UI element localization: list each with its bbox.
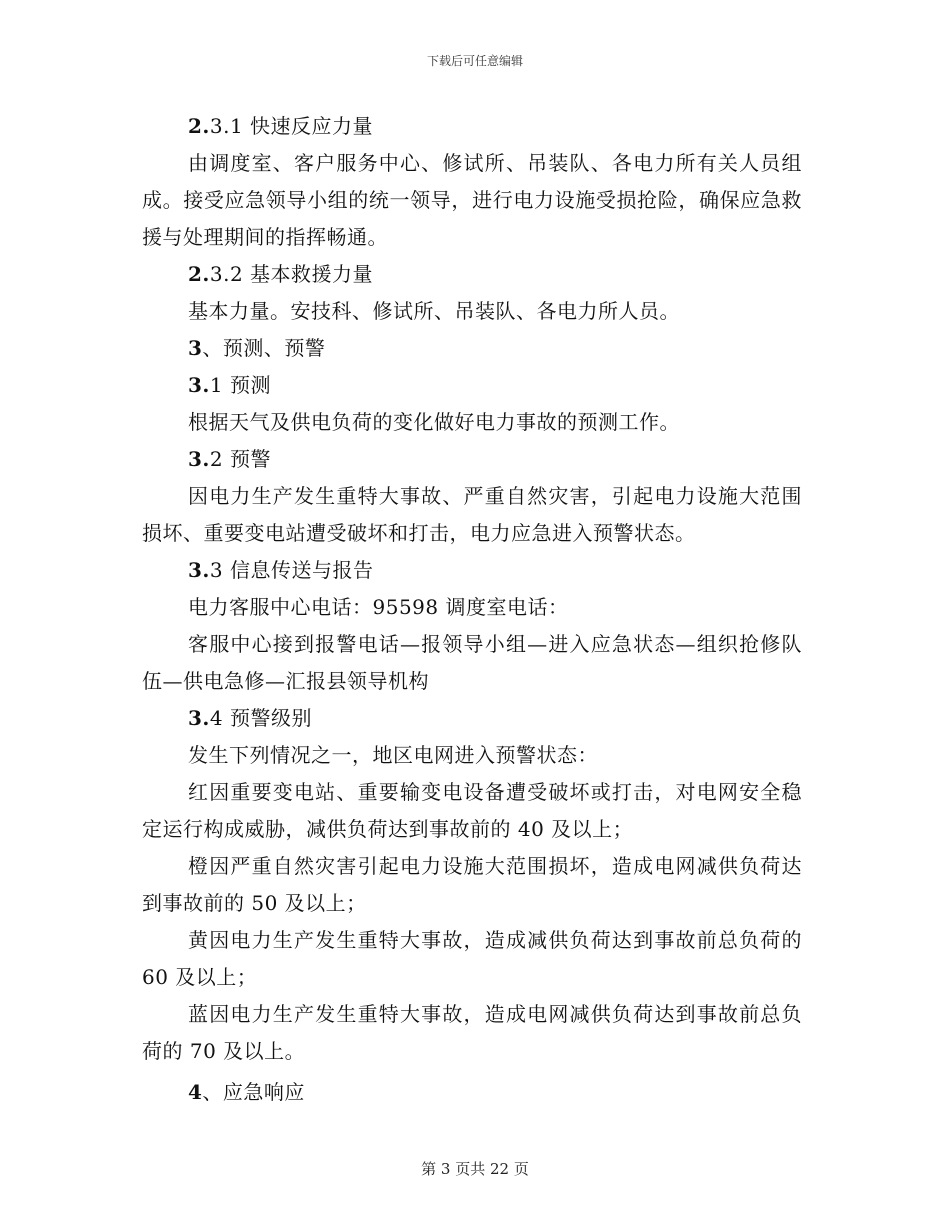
section-heading: 3.2 预警 <box>188 447 271 471</box>
paragraph: 基本力量。安技科、修试所、吊装队、各电力所人员。 <box>188 299 680 323</box>
paragraph: 由调度室、客户服务中心、修试所、吊装队、各电力所有关人员组成。接受应急领导小组的统一领导，进行电力设施受损抢险，确保应急救援与处理期间的指挥畅通。 <box>142 151 802 249</box>
paragraph: 因电力生产发生重特大事故、严重自然灾害，引起电力设施大范围损坏、重要变电站遭受破坏和打击，电力应急进入预警状态。 <box>142 484 802 545</box>
paragraph: 橙因严重自然灾害引起电力设施大范围损坏，造成电网减供负荷达到事故前的 50 及以上； <box>142 854 802 915</box>
section-heading: 2.3.2 基本救援力量 <box>188 262 374 286</box>
paragraph: 根据天气及供电负荷的变化做好电力事故的预测工作。 <box>188 410 680 434</box>
page-footer: 第 3 页共 22 页 <box>421 1160 529 1178</box>
page-header: 下载后可任意编辑 <box>426 54 523 68</box>
section-heading: 3.3 信息传送与报告 <box>188 558 374 582</box>
paragraph: 黄因电力生产发生重特大事故，造成减供负荷达到事故前总负荷的 60 及以上； <box>142 928 802 989</box>
section-heading: 3、预测、预警 <box>188 336 326 360</box>
paragraph: 电力客服中心电话：95598 调度室电话： <box>188 595 569 619</box>
section-heading: 2.3.1 快速反应力量 <box>188 114 374 138</box>
document-body <box>142 108 802 1111</box>
section-heading: 3.4 预警级别 <box>188 706 312 730</box>
paragraph: 蓝因电力生产发生重特大事故，造成电网减供负荷达到事故前总负荷的 70 及以上。 <box>142 1002 802 1063</box>
paragraph: 发生下列情况之一，地区电网进入预警状态： <box>188 743 598 767</box>
section-heading: 3.1 预测 <box>188 373 271 397</box>
paragraph: 客服中心接到报警电话—报领导小组—进入应急状态—组织抢修队伍—供电急修—汇报县领导机构 <box>142 632 802 693</box>
paragraph: 红因重要变电站、重要输变电设备遭受破坏或打击，对电网安全稳定运行构成威胁，减供负荷达到事故前的 40 及以上； <box>142 780 802 841</box>
section-heading: 4、应急响应 <box>188 1080 305 1104</box>
